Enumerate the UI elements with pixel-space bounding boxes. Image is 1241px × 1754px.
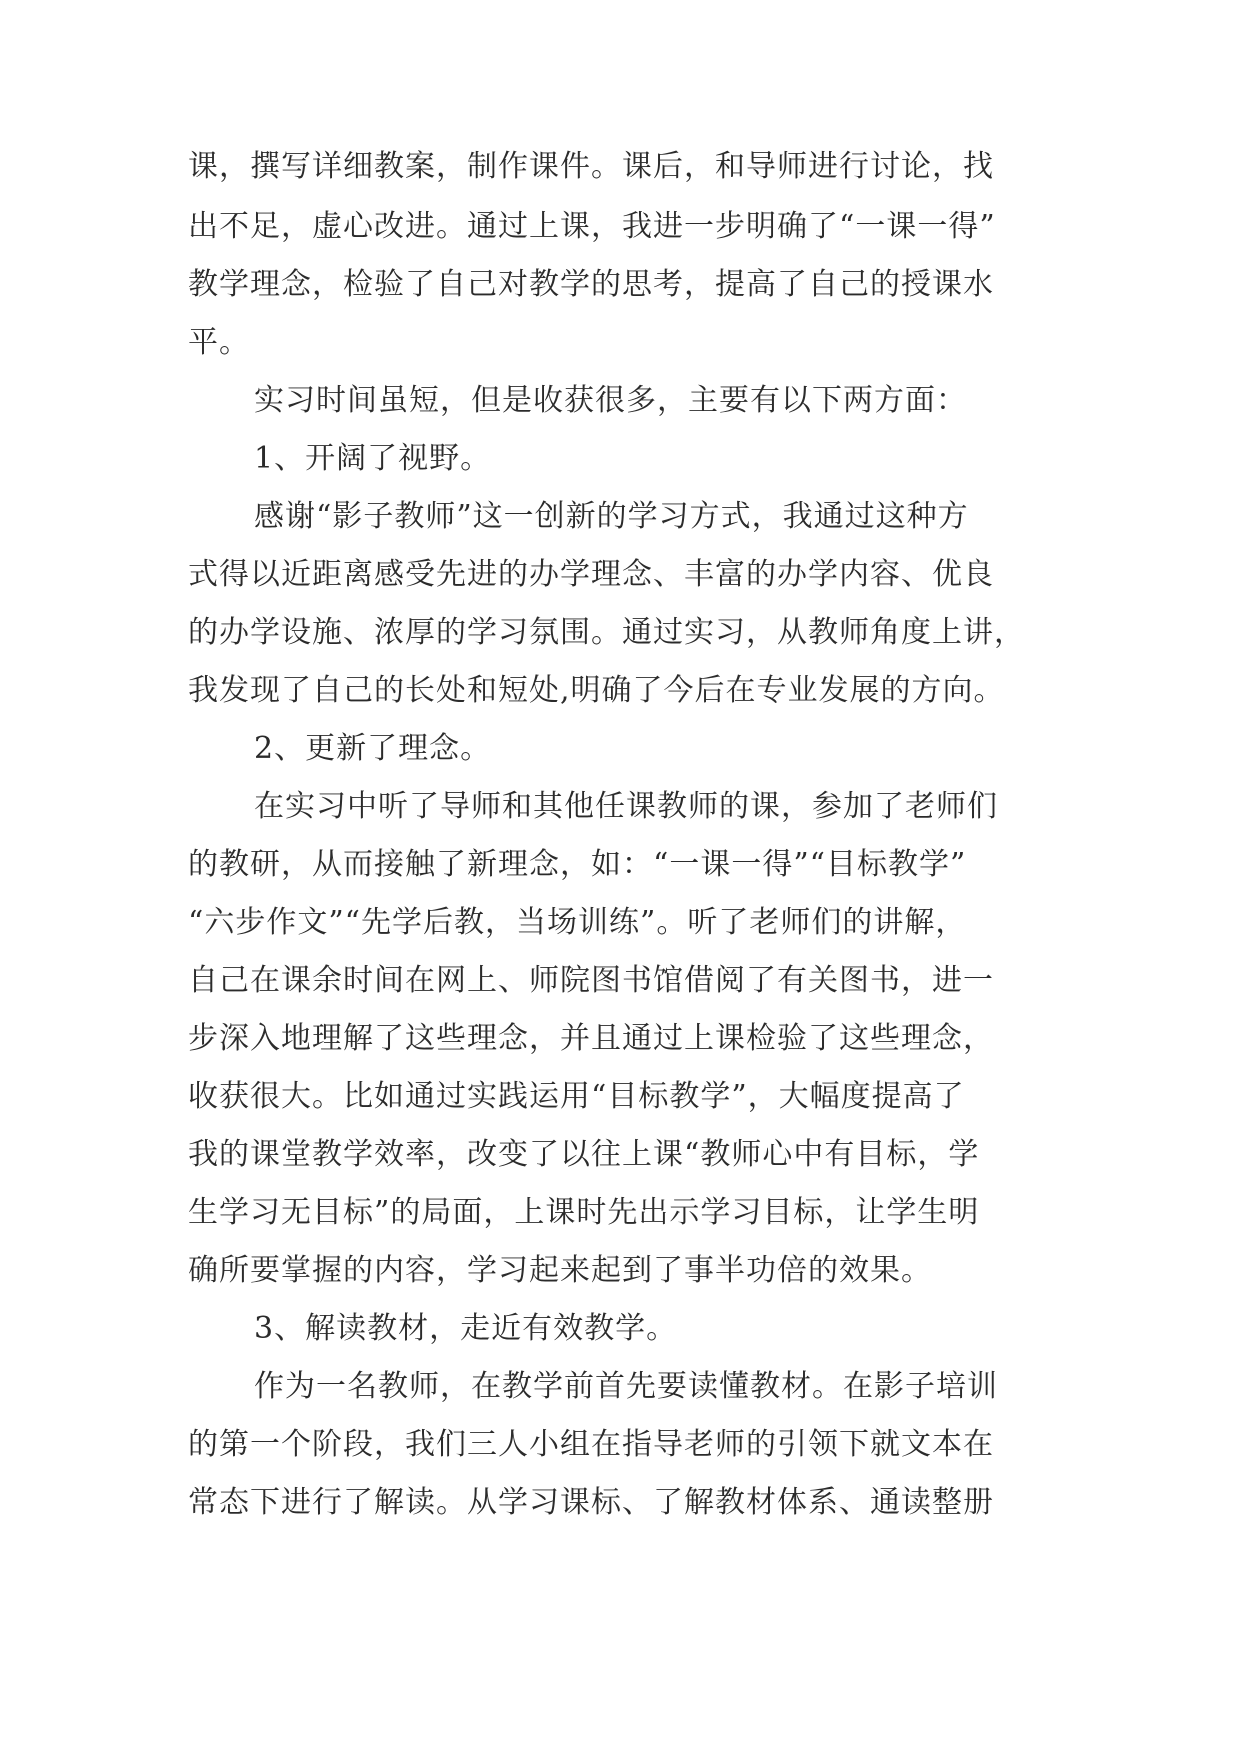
- text-line: “六步作文”“先学后教，当场训练”。听了老师们的讲解，: [188, 905, 967, 940]
- text-line: 实习时间虽短，但是收获很多，主要有以下两方面：: [254, 383, 967, 418]
- text-line: 自己在课余时间在网上、师院图书馆借阅了有关图书，进一: [188, 963, 994, 998]
- text-line: 出不足，虚心改进。通过上课，我进一步明确了“一课一得”: [188, 209, 996, 244]
- text-line: 我的课堂教学效率，改变了以往上课“教师心中有目标，学: [188, 1137, 980, 1172]
- section-heading: 2、更新了理念。: [254, 731, 492, 766]
- text-line: 教学理念，检验了自己对教学的思考，提高了自己的授课水: [188, 267, 994, 302]
- text-line: 确所要掌握的内容，学习起来起到了事半功倍的效果。: [188, 1253, 932, 1288]
- text-line: 我发现了自己的长处和短处,明确了今后在专业发展的方向。: [188, 673, 1005, 708]
- text-line: 式得以近距离感受先进的办学理念、丰富的办学内容、优良: [188, 557, 994, 592]
- text-line: 的办学设施、浓厚的学习氛围。通过实习，从教师角度上讲，: [188, 615, 1025, 650]
- text-line: 步深入地理解了这些理念，并且通过上课检验了这些理念，: [188, 1021, 994, 1056]
- text-line: 常态下进行了解读。从学习课标、了解教材体系、通读整册: [188, 1485, 994, 1520]
- text-line: 收获很大。比如通过实践运用“目标教学”，大幅度提高了: [188, 1079, 965, 1114]
- text-line: 作为一名教师，在教学前首先要读懂教材。在影子培训: [254, 1369, 998, 1404]
- text-line: 平。: [188, 325, 250, 360]
- text-line: 生学习无目标”的局面，上课时先出示学习目标，让学生明: [188, 1195, 980, 1230]
- text-line: 在实习中听了导师和其他任课教师的课，参加了老师们: [254, 789, 998, 824]
- section-heading: 3、解读教材，走近有效教学。: [254, 1311, 678, 1346]
- text-line: 的教研，从而接触了新理念，如：“一课一得”“目标教学”: [188, 847, 967, 882]
- section-heading: 1、开阔了视野。: [254, 441, 492, 476]
- text-line: 课，撰写详细教案，制作课件。课后，和导师进行讨论，找: [188, 149, 994, 184]
- text-line: 感谢“影子教师”这一创新的学习方式，我通过这种方: [254, 499, 969, 534]
- text-line: 的第一个阶段，我们三人小组在指导老师的引领下就文本在: [188, 1427, 994, 1462]
